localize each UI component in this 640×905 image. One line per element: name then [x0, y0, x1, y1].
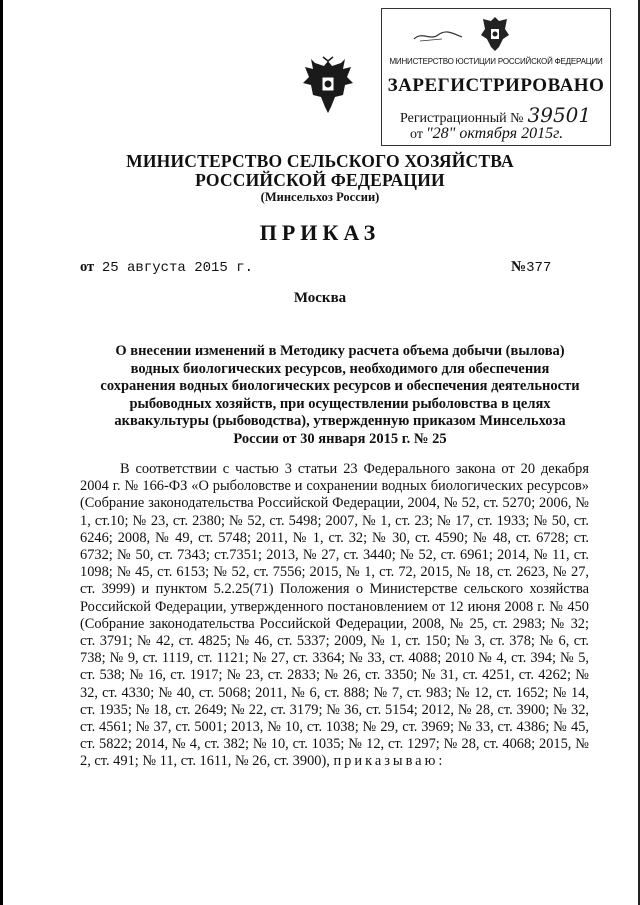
stamp-coat-of-arms-icon	[477, 13, 513, 53]
body-paragraph	[80, 461, 589, 771]
order-date	[80, 259, 253, 276]
stamp-reg-label: Регистрационный №	[400, 111, 524, 126]
stamp-date-row	[410, 125, 563, 143]
body-paragraph-text: В соответствии с частью 3 статьи 23 Федерального закона от 20 декабря 2004 г. № 166-ФЗ «О рыболовстве и сохранении водных биологических ресурсов» (Собрание законодательства Российской Федерации, 2004, № 52, ст. 5270; 2006, № 1, ст.10; № 23, ст. 2380; № 52, ст. 5498; 2007, № 1, ст. 23; № 17, ст. 1933; № 50, ст. 6246; 2008, № 49, ст. 5748; 2011, № 1, ст. 32; № 30, ст. 4590; № 48, ст. 6728; ст. 6732; № 50, ст. 7343; ст.7351; 2013, № 27, ст. 3440; № 52, ст. 6961; 2014, № 11, ст. 1098; № 45, ст. 6153; № 52, ст. 7556; 2015, № 1, ст. 72, 2015, № 18, ст. 2623, № 27, ст. 3999) и пунктом 5.2.25(71) Положения о Министерстве сельского хозяйства Российской Федерации, утвержденного постановлением от 12 июня 2008 г. № 450 (Собрание законодательства Российской Федерации, 2008, № 25, ст. 2983; № 32; ст. 3791; № 42, ст. 4825; № 46, ст. 5337; 2009, № 1, ст. 150; № 3, ст. 378; № 6, ст. 738; № 9, ст. 1119, ст. 1121; № 27, ст. 3364; № 33, ст. 4088; 2010 № 4, ст. 394; № 5, ст. 538; № 16, ст. 1917; № 23, ст. 2833; № 26, ст. 3350; № 31, ст. 4251, ст. 4262; № 32, ст. 4330; № 40, ст. 5068; 2011, № 6, ст. 888; № 7, ст. 983; № 12, ст. 1652; № 14, ст. 1935; № 18, ст. 2649; № 22, ст. 3179; № 36, ст. 5154; 2012, № 28, ст. 3900; № 32, ст. 4561; № 37, ст. 5001; 2013, № 10, ст. 1038; № 29, ст. 3969; № 33, ст. 4386; № 45, ст. 5822; 2014, № 4, ст. 382; № 10, ст. 1035; № 12, ст. 1297; № 28, ст. 4068; 2015, № 2, ст. 491; № 11, ст. 1611, № 26, ст. 3900),	[80, 461, 589, 770]
stamp-reg-row	[400, 103, 591, 127]
stamp-status: ЗАРЕГИСТРИРОВАНО	[387, 75, 605, 96]
stamp-ministry-name: МИНИСТЕРСТВО ЮСТИЦИИ РОССИЙСКОЙ ФЕДЕРАЦИИ	[389, 57, 603, 66]
scan-left-edge	[0, 0, 3, 905]
registration-stamp	[381, 8, 611, 146]
body-closing: приказываю:	[333, 753, 446, 770]
order-number-label: №	[511, 259, 527, 275]
stamp-date-prefix: от	[410, 127, 423, 142]
order-date-prefix: от	[80, 259, 95, 275]
order-number-value: 377	[526, 260, 552, 276]
stamp-signature-icon	[412, 27, 464, 45]
ministry-title-line2: РОССИЙСКОЙ ФЕДЕРАЦИИ	[195, 170, 445, 190]
stamp-reg-number: 39501	[527, 103, 592, 127]
city: Москва	[293, 290, 347, 306]
order-heading: О внесении изменений в Методику расчета объема добычи (вылова) водных биологических ресурсов, необходимого для обеспечения сохранения водных биологических ресурсов и обеспечения деятельности рыбоводных хозяйств, при осуществлении рыболовства в целях аквакультуры (рыбоводства), утвержденную приказом Минсельхоза России от 30 января 2015 г. № 25	[100, 343, 580, 447]
order-number	[511, 259, 551, 276]
stamp-date-value: "28" октября 2015г.	[425, 125, 564, 142]
order-date-value: 25 августа 2015 г.	[101, 260, 254, 276]
ministry-title-line1: МИНИСТЕРСТВО СЕЛЬСКОГО ХОЗЯЙСТВА	[126, 151, 514, 171]
document-type: ПРИКАЗ	[259, 220, 381, 245]
coat-of-arms-icon	[301, 55, 355, 117]
ministry-short-name: (Минсельхоз России)	[260, 190, 380, 204]
